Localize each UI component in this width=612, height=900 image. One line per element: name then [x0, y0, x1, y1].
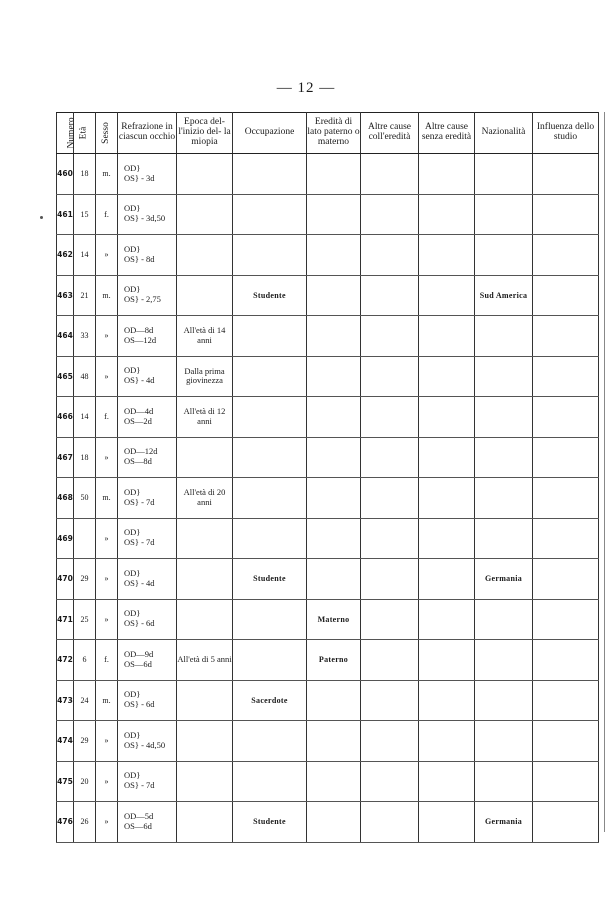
cell-epoca — [177, 680, 233, 721]
right-margin-rule — [604, 112, 605, 832]
header-sesso: Sesso — [96, 113, 118, 154]
cell-influenza — [533, 194, 599, 235]
cell-refrazione: OD} OS} - 3d,50 — [118, 194, 177, 235]
cell-epoca — [177, 599, 233, 640]
cell-altre-cause-senza — [419, 397, 475, 438]
table-row — [57, 316, 599, 357]
cell-altre-cause — [361, 478, 419, 519]
cell-nazionalita — [475, 599, 533, 640]
cell-altre-cause — [361, 559, 419, 600]
cell-epoca: All'età di 5 anni — [177, 640, 233, 681]
cell-nazionalita — [475, 235, 533, 276]
table-row — [57, 802, 599, 843]
cell-altre-cause — [361, 802, 419, 843]
cell-influenza — [533, 761, 599, 802]
cell-numero: 462 — [57, 235, 74, 276]
cell-altre-cause — [361, 275, 419, 316]
header-epoca: Epoca del- l'inizio del- la miopia — [177, 113, 233, 154]
table-row — [57, 640, 599, 681]
cell-refrazione: OD} OS} - 4d — [118, 356, 177, 397]
table-header — [57, 113, 599, 154]
cell-numero: 470 — [57, 559, 74, 600]
header-altre-cause-senza: Altre cause senza eredità — [419, 113, 475, 154]
cell-numero: 475 — [57, 761, 74, 802]
cell-sesso: f. — [96, 194, 118, 235]
cell-sesso: » — [96, 802, 118, 843]
cell-refrazione: OD—8d OS—12d — [118, 316, 177, 357]
cell-altre-cause — [361, 316, 419, 357]
cell-eredita — [307, 356, 361, 397]
cell-epoca: Dalla prima giovinezza — [177, 356, 233, 397]
cell-sesso: » — [96, 599, 118, 640]
cell-altre-cause-senza — [419, 154, 475, 195]
cell-altre-cause — [361, 356, 419, 397]
cell-altre-cause — [361, 154, 419, 195]
cell-numero: 468 — [57, 478, 74, 519]
cell-occupazione — [233, 518, 307, 559]
cell-eta: 14 — [74, 397, 96, 438]
margin-mark — [40, 216, 43, 219]
cell-eredita — [307, 518, 361, 559]
cell-altre-cause-senza — [419, 802, 475, 843]
cell-nazionalita: Germania — [475, 802, 533, 843]
cell-refrazione: OD—9d OS—6d — [118, 640, 177, 681]
table-row — [57, 680, 599, 721]
cell-sesso: f. — [96, 397, 118, 438]
cell-refrazione: OD} OS} - 7d — [118, 518, 177, 559]
cell-epoca — [177, 518, 233, 559]
cell-numero: 469 — [57, 518, 74, 559]
cell-eredita — [307, 397, 361, 438]
cell-altre-cause — [361, 640, 419, 681]
cell-influenza — [533, 518, 599, 559]
cell-refrazione: OD} OS} - 6d — [118, 680, 177, 721]
cell-epoca — [177, 154, 233, 195]
cell-nazionalita: Sud America — [475, 275, 533, 316]
cell-altre-cause — [361, 518, 419, 559]
header-eredita: Eredità di lato paterno o materno — [307, 113, 361, 154]
cell-eta — [74, 518, 96, 559]
cell-altre-cause — [361, 761, 419, 802]
cell-numero: 465 — [57, 356, 74, 397]
cell-altre-cause-senza — [419, 275, 475, 316]
cell-influenza — [533, 640, 599, 681]
cell-epoca — [177, 559, 233, 600]
cell-refrazione: OD} OS} - 6d — [118, 599, 177, 640]
cell-sesso: » — [96, 761, 118, 802]
cell-refrazione: OD} OS} - 7d — [118, 478, 177, 519]
cell-epoca: All'età di 12 anni — [177, 397, 233, 438]
cell-influenza — [533, 235, 599, 276]
cell-eta: 48 — [74, 356, 96, 397]
cell-numero: 471 — [57, 599, 74, 640]
cell-numero: 472 — [57, 640, 74, 681]
cell-altre-cause-senza — [419, 761, 475, 802]
table-row — [57, 397, 599, 438]
cell-occupazione: Sacerdote — [233, 680, 307, 721]
cell-numero: 461 — [57, 194, 74, 235]
cell-eta: 6 — [74, 640, 96, 681]
table-row — [57, 599, 599, 640]
table-row — [57, 437, 599, 478]
cell-refrazione: OD} OS} - 4d,50 — [118, 721, 177, 762]
cell-epoca — [177, 437, 233, 478]
cell-eta: 50 — [74, 478, 96, 519]
cell-altre-cause-senza — [419, 721, 475, 762]
cell-eredita — [307, 316, 361, 357]
cell-altre-cause-senza — [419, 559, 475, 600]
cell-occupazione — [233, 599, 307, 640]
table-body — [57, 154, 599, 843]
cell-eta: 26 — [74, 802, 96, 843]
table-row — [57, 761, 599, 802]
table-row — [57, 559, 599, 600]
cell-eta: 15 — [74, 194, 96, 235]
cell-refrazione: OD} OS} - 7d — [118, 761, 177, 802]
cell-influenza — [533, 802, 599, 843]
cell-nazionalita — [475, 518, 533, 559]
cell-epoca — [177, 194, 233, 235]
cell-influenza — [533, 154, 599, 195]
cell-epoca — [177, 802, 233, 843]
cell-altre-cause-senza — [419, 478, 475, 519]
table-row — [57, 356, 599, 397]
cell-altre-cause-senza — [419, 235, 475, 276]
cell-nazionalita — [475, 356, 533, 397]
cell-nazionalita — [475, 397, 533, 438]
cell-eta: 25 — [74, 599, 96, 640]
cell-occupazione — [233, 235, 307, 276]
table-row — [57, 478, 599, 519]
cell-altre-cause-senza — [419, 599, 475, 640]
cell-nazionalita: Germania — [475, 559, 533, 600]
cell-eredita — [307, 235, 361, 276]
cell-occupazione: Studente — [233, 559, 307, 600]
cell-epoca — [177, 235, 233, 276]
header-eta: Età — [74, 113, 96, 154]
cell-sesso: f. — [96, 640, 118, 681]
cell-sesso: » — [96, 235, 118, 276]
cell-refrazione: OD—4d OS—2d — [118, 397, 177, 438]
cell-sesso: » — [96, 518, 118, 559]
cell-refrazione: OD} OS} - 3d — [118, 154, 177, 195]
table-row — [57, 275, 599, 316]
cell-numero: 474 — [57, 721, 74, 762]
cell-occupazione — [233, 356, 307, 397]
cell-sesso: » — [96, 721, 118, 762]
cell-numero: 466 — [57, 397, 74, 438]
cell-nazionalita — [475, 761, 533, 802]
cell-altre-cause-senza — [419, 518, 475, 559]
cell-numero: 467 — [57, 437, 74, 478]
table-row — [57, 518, 599, 559]
cell-eredita — [307, 761, 361, 802]
cell-refrazione: OD—12d OS—8d — [118, 437, 177, 478]
cell-altre-cause — [361, 397, 419, 438]
cell-eredita: Materno — [307, 599, 361, 640]
myopia-cases-table — [56, 112, 599, 843]
cell-numero: 473 — [57, 680, 74, 721]
cell-eredita — [307, 559, 361, 600]
cell-eredita: Paterno — [307, 640, 361, 681]
cell-influenza — [533, 316, 599, 357]
cell-sesso: » — [96, 316, 118, 357]
cell-occupazione — [233, 478, 307, 519]
cell-sesso: » — [96, 437, 118, 478]
table-row — [57, 721, 599, 762]
cell-eredita — [307, 437, 361, 478]
cell-sesso: m. — [96, 478, 118, 519]
cell-eredita — [307, 275, 361, 316]
cell-epoca — [177, 721, 233, 762]
cell-occupazione — [233, 397, 307, 438]
cell-eta: 29 — [74, 721, 96, 762]
cell-influenza — [533, 721, 599, 762]
cell-nazionalita — [475, 640, 533, 681]
cell-altre-cause-senza — [419, 437, 475, 478]
header-refrazione: Refrazione in ciascun occhio — [118, 113, 177, 154]
cell-numero: 463 — [57, 275, 74, 316]
myopia-cases-table-container — [56, 112, 598, 843]
cell-altre-cause — [361, 437, 419, 478]
cell-eredita — [307, 680, 361, 721]
cell-altre-cause — [361, 599, 419, 640]
cell-altre-cause-senza — [419, 640, 475, 681]
header-numero: Numero — [57, 113, 74, 154]
cell-nazionalita — [475, 316, 533, 357]
cell-refrazione: OD} OS} - 2,75 — [118, 275, 177, 316]
cell-occupazione: Studente — [233, 275, 307, 316]
cell-epoca — [177, 761, 233, 802]
cell-numero: 460 — [57, 154, 74, 195]
cell-sesso: » — [96, 356, 118, 397]
cell-influenza — [533, 599, 599, 640]
cell-eta: 20 — [74, 761, 96, 802]
cell-occupazione — [233, 761, 307, 802]
cell-eta: 21 — [74, 275, 96, 316]
cell-altre-cause — [361, 680, 419, 721]
cell-epoca — [177, 275, 233, 316]
cell-eredita — [307, 154, 361, 195]
cell-sesso: m. — [96, 275, 118, 316]
cell-altre-cause — [361, 194, 419, 235]
cell-nazionalita — [475, 680, 533, 721]
cell-eta: 18 — [74, 437, 96, 478]
cell-influenza — [533, 680, 599, 721]
cell-eta: 14 — [74, 235, 96, 276]
cell-eta: 24 — [74, 680, 96, 721]
cell-sesso: » — [96, 559, 118, 600]
cell-occupazione — [233, 194, 307, 235]
cell-altre-cause — [361, 721, 419, 762]
cell-eredita — [307, 478, 361, 519]
header-altre-cause: Altre cause coll'eredità — [361, 113, 419, 154]
cell-refrazione: OD} OS} - 8d — [118, 235, 177, 276]
cell-eta: 29 — [74, 559, 96, 600]
cell-occupazione — [233, 154, 307, 195]
cell-nazionalita — [475, 478, 533, 519]
cell-nazionalita — [475, 194, 533, 235]
cell-eredita — [307, 194, 361, 235]
cell-eredita — [307, 802, 361, 843]
cell-occupazione — [233, 316, 307, 357]
cell-nazionalita — [475, 154, 533, 195]
table-row — [57, 194, 599, 235]
cell-influenza — [533, 559, 599, 600]
header-influenza: Influenza dello studio — [533, 113, 599, 154]
cell-altre-cause-senza — [419, 316, 475, 357]
cell-nazionalita — [475, 721, 533, 762]
cell-refrazione: OD} OS} - 4d — [118, 559, 177, 600]
header-nazionalita: Nazionalità — [475, 113, 533, 154]
table-row — [57, 154, 599, 195]
cell-refrazione: OD—5d OS—6d — [118, 802, 177, 843]
cell-occupazione: Studente — [233, 802, 307, 843]
cell-occupazione — [233, 640, 307, 681]
cell-eredita — [307, 721, 361, 762]
cell-altre-cause-senza — [419, 356, 475, 397]
cell-altre-cause — [361, 235, 419, 276]
cell-epoca: All'età di 20 anni — [177, 478, 233, 519]
cell-eta: 33 — [74, 316, 96, 357]
cell-occupazione — [233, 437, 307, 478]
cell-influenza — [533, 437, 599, 478]
cell-influenza — [533, 356, 599, 397]
cell-numero: 476 — [57, 802, 74, 843]
cell-occupazione — [233, 721, 307, 762]
cell-influenza — [533, 397, 599, 438]
cell-influenza — [533, 478, 599, 519]
header-occupazione: Occupazione — [233, 113, 307, 154]
cell-altre-cause-senza — [419, 680, 475, 721]
cell-numero: 464 — [57, 316, 74, 357]
cell-epoca: All'età di 14 anni — [177, 316, 233, 357]
page-number: — 12 — — [276, 80, 336, 96]
cell-nazionalita — [475, 437, 533, 478]
table-row — [57, 235, 599, 276]
cell-sesso: m. — [96, 154, 118, 195]
cell-influenza — [533, 275, 599, 316]
cell-eta: 18 — [74, 154, 96, 195]
cell-altre-cause-senza — [419, 194, 475, 235]
cell-sesso: m. — [96, 680, 118, 721]
